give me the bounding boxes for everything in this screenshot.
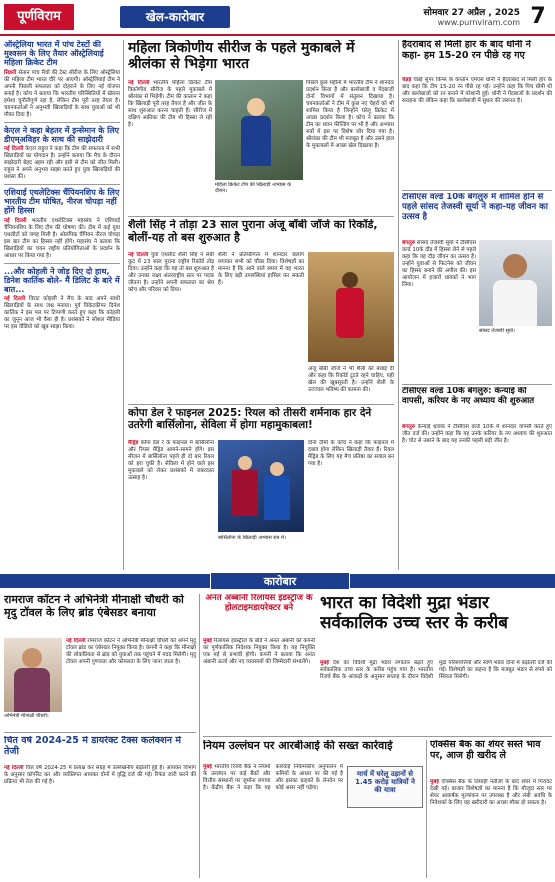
page-number: 7	[530, 4, 546, 29]
column-divider	[398, 40, 399, 570]
website-url[interactable]: www.purnviram.com	[437, 18, 520, 27]
headline: टीसीएस वर्ल्ड 10के बेंगलुरु में शामिल होने से पहले सांसद तेजस्वी सूर्या ने कहा-यह जीवन का उत्सव है	[402, 193, 548, 222]
article-body: मुंबई रिलायंस इंडस्ट्रीज के बोर्ड ने अनंत अंबानी को कंपनी का पूर्णकालिक निदेशक नियुक्त किया है। यह नियुक्ति एक मई से प्रभावी होगी। कंपनी ने बताया कि अनंत अंबानी ऊर्जा और नए व्यवसायों की जिम्मेदारी संभालेंगे।	[203, 638, 315, 665]
face-figure	[22, 648, 42, 668]
player-figure	[238, 456, 252, 470]
divider	[402, 190, 552, 191]
article-body: बेंगलुरु केन्याई धावक ने टीसीएस वर्ल्ड 10के में शानदार वापसी करते हुए जीत दर्ज की। उन्होंने कहा कि यह उनके करियर के नए अध्याय की शुरुआत है। चोट से उबरने के बाद यह उनकी पहली बड़ी जीत है।	[402, 424, 552, 444]
article-body: चेन्नई चेन्नई सुपर किंग्स के कप्तान एमएस धोनी ने हैदराबाद से मिली हार के बाद कहा कि टीम 15-20 रन पीछे रह गई। उन्होंने कहा कि पिच धीमी थी और बल्लेबाजों को रन बनाने में परेशानी हुई। धोनी ने गेंदबाजों के प्रदर्शन की सराहना की लेकिन कहा कि बल्लेबाजी में सुधार की जरूरत है।	[402, 77, 552, 104]
article-body: मुंबई एक्सिस बैंक के तिमाही नतीजों के बाद शेयर में गिरावट देखी गई। बाजार विशेषज्ञों का मानना है कि मौजूदा स्तर पर शेयर आकर्षक मूल्यांकन पर उपलब्ध है और लंबी अवधि के निवेशकों के लिए यह खरीदारी का अच्छा मौका हो सकता है।	[430, 779, 552, 806]
dateline: नई दिल्ली	[4, 765, 24, 771]
dateline: बेंगलुरु	[402, 240, 415, 246]
newspaper-logo: पूर्णविराम	[4, 4, 74, 30]
dateline: नई दिल्ली	[128, 252, 149, 258]
player-jersey	[241, 116, 271, 166]
player-figure	[270, 462, 284, 476]
photo-caption: सांसद तेजस्वी सूर्या।	[479, 328, 515, 334]
lead-headline: महिला त्रिकोणीय सीरीज के पहले मुकाबले में श्रीलंका से भिड़ेगा भारत	[128, 40, 355, 73]
dateline: बेंगलुरु	[402, 424, 415, 430]
headline: रामराज कॉटन ने अभिनेत्री मीनाक्षी चौधरी को मृदु टॉवल के लिए ब्रांड एंबेसडर बनाया	[4, 594, 184, 619]
football-photo	[218, 440, 304, 532]
headline: एक्सिस बैंक का शेयर सस्ते भाव पर, आज ही खरीद ले	[430, 740, 541, 761]
column-divider	[426, 740, 427, 878]
dateline: मुंबई	[203, 638, 212, 644]
divider	[4, 184, 120, 185]
headline: एशियाई एथलेटिक्स चैंपियनशिप के लिए भारतीय टीम घोषित, नीरज चोपड़ा नहीं होंगे हिस्सा	[4, 187, 120, 216]
divider	[402, 384, 552, 385]
dateline: नई दिल्ली	[66, 638, 86, 644]
business-lead-headline: भारत का विदेशी मुद्रा भंडार सर्वकालिक उच्च स्तर के करीब	[320, 594, 509, 633]
article-body: नई दिल्ली वित्त वर्ष 2024-25 में प्रत्यक्ष कर संग्रह में उल्लेखनीय बढ़ोतरी हुई है। आयकर विभाग के अनुसार कॉर्पोरेट कर और व्यक्तिगत आयकर दोनों में वृद्धि दर्ज की गई। रिफंड जारी करने की प्रक्रिया भी तेज की गई है।	[4, 765, 196, 785]
article-body: मुंबई देश का विदेशी मुद्रा भंडार लगातार बढ़ते हुए सर्वकालिक उच्च स्तर के करीब पहुंच गया है। भारतीय रिजर्व बैंक के आंकड़ों के अनुसार सप्ताह के दौरान विदेशी मुद्रा परिसंपत्तियों और स्वर्ण भंडार दोनों में बढ़ोतरी दर्ज की गई। विशेषज्ञों का कहना है कि मजबूत भंडार से रुपये को स्थिरता मिलेगी।	[320, 660, 552, 680]
dateline: मुंबई	[203, 764, 212, 770]
dateline: मुंबई	[430, 779, 439, 785]
dress-figure	[14, 668, 50, 712]
dateline: नई दिल्ली	[4, 217, 27, 224]
player-figure	[247, 98, 265, 116]
athlete-figure	[342, 272, 358, 288]
article-body: पिछले कुछ महीनों में भारतीय टीम ने शानदार प्रदर्शन किया है और बल्लेबाजी व गेंदबाजी दोनों विभागों में संतुलन दिखाया है। चयनकर्ताओं ने टीम में कुछ नए चेहरों को भी शामिल किया है जिन्होंने घरेलू क्रिकेट में अच्छा प्रदर्शन किया है। कोच ने बताया कि टीम का ध्यान फील्डिंग पर भी है और अभ्यास सत्रों में इस पर विशेष जोर दिया गया है। श्रीलंका की टीम भी मजबूत है और उसने हाल के मुकाबलों में अच्छा खेल दिखाया है।	[306, 80, 394, 149]
divider	[4, 732, 196, 733]
headline: ऑस्ट्रेलिया भारत में पांच टेस्टों की मुश्वसन के लिए तैयार ऑस्ट्रेलियाई महिला क्रिकेट टीम	[4, 40, 104, 68]
article-body: नई दिल्ली रामराज कॉटन ने अभिनेत्री मीनाक्षी चौधरी को अपने मृदु टॉवल ब्रांड का एंबेसडर नियुक्त किया है। कंपनी ने कहा कि मीनाक्षी की लोकप्रियता से ब्रांड को युवाओं तक पहुंचने में मदद मिलेगी। मृदु टॉवल अपनी गुणवत्ता और कोमलता के लिए जाना जाता है।	[66, 638, 196, 665]
article-body: दोनों टीमों के कोच ने कहा कि फाइनल में दबाव होगा लेकिन खिलाड़ी तैयार हैं। रियल मैड्रिड के लिए यह मैच प्रतिष्ठा का सवाल बन गया है।	[308, 440, 394, 467]
photo-caption: अभिनेत्री मीनाक्षी चौधरी।	[4, 713, 49, 719]
photo-caption: महिला क्रिकेट टीम की खिलाड़ी अभ्यास के दौरान।	[215, 182, 291, 195]
face-figure	[503, 254, 527, 278]
headline: हैदराबाद से मिली हार के बाद धोनी ने कहा- हम 15-20 रन पीछे रह गए	[402, 40, 531, 61]
photo-caption: बार्सिलोना के खिलाड़ी अभ्यास सत्र में।	[218, 535, 286, 541]
athlete-kit	[336, 288, 364, 338]
divider	[128, 216, 394, 217]
headline: कोपा डेल रे फाइनल 2025: रियल को तीसरी शर्मनाक हार देने उतरेगी बार्सिलोना, सेविला में होगा महामुकाबला!	[128, 407, 372, 432]
dateline: मैड्रिड	[128, 440, 139, 446]
dateline: नई दिल्ली	[4, 145, 24, 152]
dateline: मुंबई	[320, 660, 329, 666]
section-title: खेल-कारोबार	[120, 6, 230, 28]
headline: शैली सिंह ने तोड़ा 23 साल पुराना अंजू बॉबी जॉर्ज का रिकॉर्ड, बोलीं-यह तो बस शुरुआत है	[128, 219, 378, 244]
dateline: चेन्नई	[402, 77, 412, 83]
divider	[4, 263, 120, 264]
shirt-figure	[493, 280, 537, 326]
divider	[4, 122, 120, 123]
dateline: नई दिल्ली	[128, 80, 150, 86]
headline: केएल ने कहा बेहतर में इन्सेमान के लिए डीएम्अविहर के साथ की साझेदारी	[4, 125, 120, 144]
divider	[128, 404, 394, 405]
article-body: मैड्रिड कोपा डेल रे के फाइनल में बार्सिलोना और रियल मैड्रिड आमने-सामने होंगे। इस सीजन में बार्सिलोना पहले ही दो बार रियल को हरा चुकी है। सेविला में होने वाले इस मुकाबले को लेकर प्रशंसकों में जबरदस्त उत्साह है।	[128, 440, 214, 481]
info-box: मार्च में घरेलू उड़ानों से 1.45 करोड़ यात्रियों ने की यात्रा	[347, 766, 423, 808]
article-body: नई दिल्ली युवा एथलीट शैली सिंह ने लंबी कूद में 23 साल पुराना राष्ट्रीय रिकॉर्ड तोड़ दिया। उन्होंने कहा कि यह तो बस शुरुआत है और उनका लक्ष्य अंतरराष्ट्रीय स्तर पर पदक जीतना है। उन्होंने अपनी सफलता का श्रेय कोच और परिवार को दिया।	[128, 252, 214, 293]
left-column	[4, 40, 120, 570]
article-body: नई दिल्ली भारतीय महिला क्रिकेट टीम त्रिकोणीय सीरीज के पहले मुकाबले में श्रीलंका से भिड़ेगी। टीम की कप्तान ने कहा कि खिलाड़ी पूरी तरह तैयार हैं और जीत के साथ शुरुआत करना चाहती हैं। सीरीज में दक्षिण अफ्रीका की टीम भी हिस्सा ले रही है।	[128, 80, 212, 128]
dateline: सिडनी	[4, 69, 17, 76]
business-section-title: कारोबार	[210, 572, 350, 590]
headline: चित वर्ष 2024-25 में डायरेक्ट टैक्स कलेक्शन में तेजी	[4, 736, 182, 757]
article-body: शैली ने प्रतियोगिता में शानदार छलांग लगाकर सभी को चौंका दिया। विशेषज्ञों का मानना है कि आने वाले समय में वह भारत के लिए बड़ी उपलब्धियां हासिल कर सकती हैं।	[218, 252, 304, 286]
person-photo	[479, 240, 552, 326]
headline: टीसीएस वर्ल्ड 10के बेंगलुरु: केन्याई की वापसी, करियर के नए अध्याय की शुरुआत	[402, 387, 535, 406]
article-body: नई दिल्ली विराट कोहली ने मैच के बाद अपने साथी खिलाड़ियों के साथ जश्न मनाया। पूर्व विकेटकीपर दिनेश कार्तिक ने इस पल पर टिप्पणी करते हुए कहा कि कोहली का जुनून आज भी वैसा ही है। प्रशंसकों ने सोशल मीडिया पर इस वीडियो को खूब साझा किया।	[4, 296, 120, 331]
cricket-photo	[215, 80, 303, 180]
athlete-photo	[308, 252, 394, 362]
player-kit	[232, 470, 258, 516]
player-kit	[264, 476, 290, 520]
divider	[203, 736, 552, 737]
headline: अनंत अब्बानी रिलायंस इंडस्ट्रीज के होलटाइमडायरेक्टर बने	[205, 594, 313, 613]
column-divider	[199, 594, 200, 878]
dateline: नई दिल्ली	[4, 296, 26, 303]
article-body: अंजू बॉबी जॉर्ज ने भी शैली को बधाई दी और कहा कि रिकॉर्ड टूटते रहने चाहिए, यही खेल की खूबसूरती है। उन्होंने शैली के उज्ज्वल भविष्य की कामना की।	[308, 366, 394, 393]
article-body: मुंबई भारतीय रिजर्व बैंक ने नियमों के उल्लंघन पर कई बैंकों और वित्तीय संस्थानों पर जुर्माना लगाया है। केंद्रीय बैंक ने कहा कि यह कार्रवाई नियामकीय अनुपालन में कमियों के आधार पर की गई है और इसका ग्राहकों के लेनदेन पर कोई असर नहीं पड़ेगा।	[203, 764, 343, 791]
headline: नियम उल्लंघन पर आरबीआई की सख्त कार्रवाई	[203, 740, 393, 752]
issue-date: सोमवार 27 अप्रैल , 2025	[423, 8, 520, 18]
article-body: नई दिल्ली भारतीय एथलेटिक्स महासंघ ने एशियाई चैंपियनशिप के लिए टीम की घोषणा की। टीम में कई युवा एथलीटों को जगह मिली है। ओलंपिक चैंपियन नीरज चोपड़ा इस बार टीम का हिस्सा नहीं होंगे। महासंघ ने बताया कि खिलाड़ियों का चयन राष्ट्रीय प्रतियोगिताओं के प्रदर्शन के आधार पर किया गया है।	[4, 217, 120, 259]
actress-photo	[4, 638, 62, 712]
article-body: बेंगलुरु सांसद तेजस्वी सूर्या ने टीसीएस वर्ल्ड 10के दौड़ में हिस्सा लेने से पहले कहा कि यह दौड़ जीवन का उत्सव है। उन्होंने युवाओं से फिटनेस को जीवन का हिस्सा बनाने की अपील की। इस आयोजन में हजारों धावकों ने भाग लिया।	[402, 240, 476, 288]
article-body: नई दिल्ली केएल राहुल ने कहा कि टीम की सफलता में सभी खिलाड़ियों का योगदान है। उन्होंने बताया कि मैच के दौरान साझेदारी बेहद अहम रही और इसी से टीम को जीत मिली। राहुल ने अपने अनुभव साझा करते हुए युवा खिलाड़ियों की प्रशंसा की।	[4, 145, 120, 180]
article-body: सिडनी सेतान पांच मैचों की टेस्ट सीरीज के लिए ऑस्ट्रेलिया की महिला टीम भारत दौरे पर आएगी। ऑस्ट्रेलियाई टीम ने अपनी पिछली सफलता को दोहराने के लिए नई योजना बनाई है। कोच ने बताया कि भारतीय परिस्थितियों में खेलना हमेशा चुनौतीपूर्ण रहा है, लेकिन टीम पूरी तरह तैयार है। चयनकर्ताओं ने अनुभवी खिलाड़ियों के साथ युवाओं को भी मौका दिया है।	[4, 69, 120, 118]
column-divider	[123, 40, 124, 570]
headline: ...और कोहली ने जोड़ दिए दो हाथ, डिनेश कार्तिक बोले- मैं डिलिट के बारे में बात...	[4, 266, 120, 294]
